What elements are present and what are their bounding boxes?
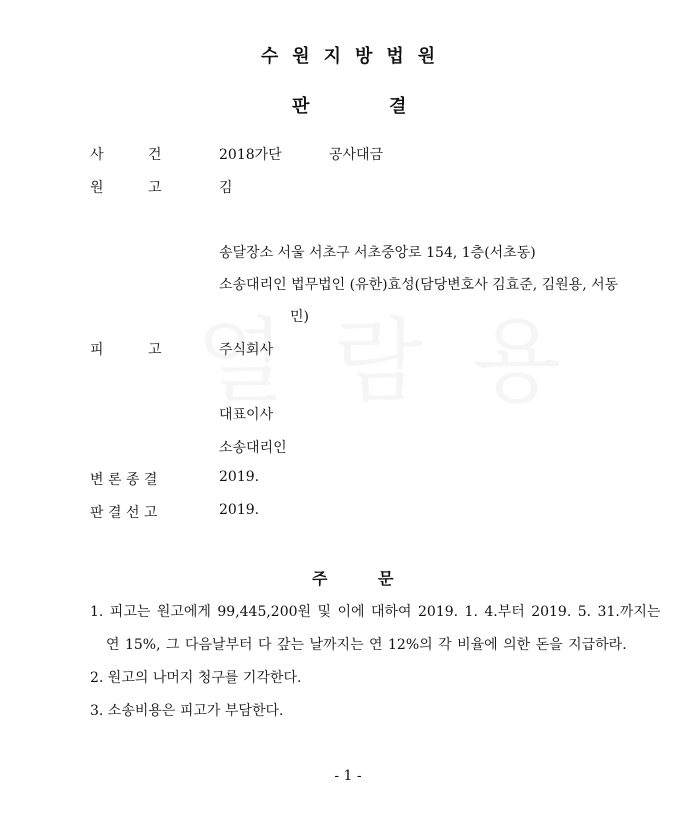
case-title: 공사대금 — [329, 147, 384, 163]
closing-date: 2019. — [219, 469, 260, 485]
plaintiff-attorney-continued: 민) — [290, 309, 309, 325]
court-name: 수원지방법원 — [260, 46, 450, 67]
plaintiff-address: 송달장소 서울 서초구 서초중앙로 154, 1층(서초동) — [219, 245, 536, 261]
closing-label: 변 론 종 결 — [90, 472, 158, 488]
page-number: - 1 - — [334, 768, 362, 784]
defendant-attorney: 소송대리인 — [219, 440, 287, 456]
plaintiff-name: 김 — [219, 180, 233, 196]
order-title-char-2: 문 — [378, 569, 394, 588]
case-label: 사 건 — [90, 147, 162, 163]
plaintiff-label: 원 고 — [90, 180, 162, 196]
case-number: 2018가단 — [219, 147, 282, 163]
sentencing-date: 2019. — [219, 502, 260, 518]
judgment-title-char-2: 결 — [389, 96, 407, 117]
defendant-representative: 대표이사 — [219, 407, 274, 423]
order-item-1: 1. 피고는 원고에게 99,445,200원 및 이에 대하여 2019. 1. 4.부터 2019. 5. 31.까지는 — [90, 604, 661, 620]
plaintiff-attorney: 소송대리인 법무법인 (유한)효성(담당변호사 김효준, 김원용, 서동 — [219, 277, 619, 293]
sentencing-label: 판 결 선 고 — [90, 505, 158, 521]
order-item-1-continued: 연 15%, 그 다음날부터 다 갚는 날까지는 연 12%의 각 비율에 의한 돈을 지급하라. — [106, 637, 627, 653]
order-item-3: 3. 소송비용은 피고가 부담한다. — [90, 703, 284, 719]
defendant-name: 주식회사 — [219, 342, 274, 358]
order-title-char-1: 주 — [312, 569, 328, 588]
judgment-title-char-1: 판 — [292, 96, 310, 117]
order-item-2: 2. 원고의 나머지 청구를 기각한다. — [90, 670, 302, 686]
defendant-label: 피 고 — [90, 342, 162, 358]
